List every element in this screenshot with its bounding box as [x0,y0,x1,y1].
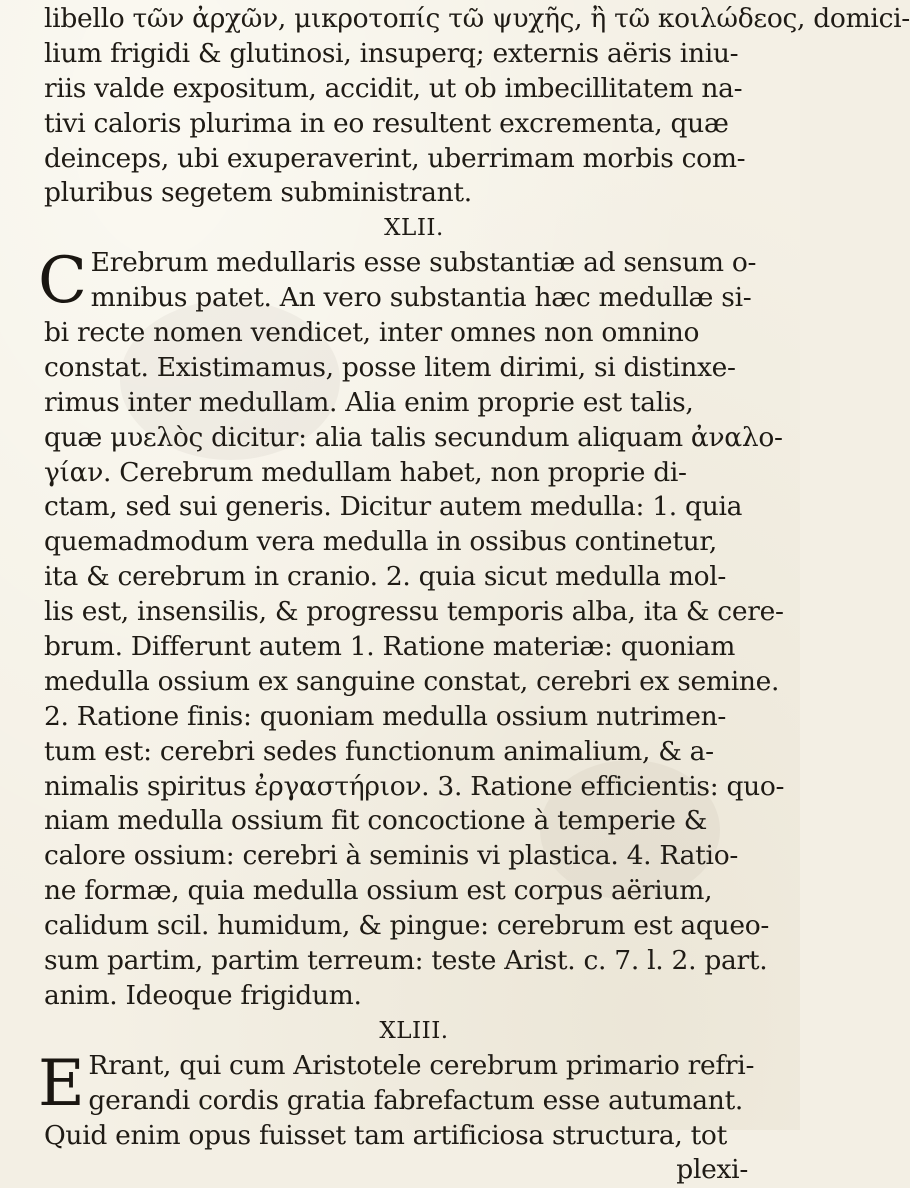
text-line: Rrant, qui cum Aristotele cerebrum primario refri- [88,1049,755,1081]
text-line: quemadmodum vera medulla in ossibus continetur, [44,526,718,558]
text-line: 2. Ratione finis: quoniam medulla ossium nutrimen- [44,700,726,732]
drop-cap-letter: E [38,1046,85,1121]
text-line: lium frigidi & glutinosi, insuperq; externis aëris iniu- [44,37,739,69]
text-line: γίαν. Cerebrum medullam habet, non proprie di- [44,456,687,488]
text-line: calore ossium: cerebri à seminis vi plastica. 4. Ratio- [44,840,739,872]
page-text [38,2,910,1188]
text-line: calidum scil. humidum, & pingue: cerebrum est aqueo- [44,910,770,942]
text-line: constat. Existimamus, posse litem dirimi, si distinxe- [44,351,736,383]
text-line: brum. Differunt autem 1. Ratione materiæ: quoniam [44,631,736,663]
text-line: ctam, sed sui generis. Dicitur autem medulla: 1. quia [44,491,743,523]
section-xlii-paragraph [38,244,785,1014]
text-line: medulla ossium ex sanguine constat, cerebri ex semine. [44,665,780,697]
section-xliii-paragraph [38,1046,784,1188]
text-line: bi recte nomen vendicet, inter omnes non omnino [44,317,700,349]
text-line: nimalis spiritus ἐργαστήριον. 3. Ratione efficientis: quo- [44,770,785,802]
text-line: Quid enim opus fuisset tam artificiosa structura, tot [44,1119,727,1151]
text-line: gerandi cordis gratia fabrefactum esse autumant. [88,1084,744,1116]
section-number-xlii: XLII. [384,215,444,242]
text-line: sum partim, partim terreum: teste Arist. c. 7. l. 2. part. [44,945,768,977]
text-line: niam medulla ossium fit concoctione à temperie & [44,805,708,837]
text-line: Erebrum medullaris esse substantiæ ad sensum o- [90,247,757,279]
catchword: plexi- [676,1154,748,1186]
text-line: anim. Ideoque frigidum. [44,979,362,1011]
drop-cap-letter: C [38,244,87,319]
text-line: lis est, insensilis, & progressu temporis alba, ita & cere- [44,596,784,628]
text-line: tivi caloris plurima in eo resultent excrementa, quæ [44,107,729,139]
text-line: quæ μυελὸς dicitur: alia talis secundum aliquam ἀναλο- [44,421,783,453]
text-line: tum est: cerebri sedes functionum animalium, & a- [44,735,714,767]
intro-paragraph [44,2,910,211]
text-line: pluribus segetem subministrant. [44,177,472,209]
text-line: rimus inter medullam. Alia enim proprie est talis, [44,386,694,418]
text-line: deinceps, ubi exuperaverint, uberrimam morbis com- [44,142,746,174]
text-line: riis valde expositum, accidit, ut ob imbecillitatem na- [44,72,743,104]
text-line: mnibus patet. An vero substantia hæc medullæ si- [90,282,752,314]
section-number-xliii: XLIII. [379,1017,449,1044]
text-line: libello τῶν ἀρχῶν, μικροτοπίς τῶ ψυχῆς, ἢ τῶ κοιλώδεος, domici- [44,3,910,34]
text-line: ita & cerebrum in cranio. 2. quia sicut medulla mol- [44,561,727,593]
text-line: ne formæ, quia medulla ossium est corpus aërium, [44,875,713,907]
